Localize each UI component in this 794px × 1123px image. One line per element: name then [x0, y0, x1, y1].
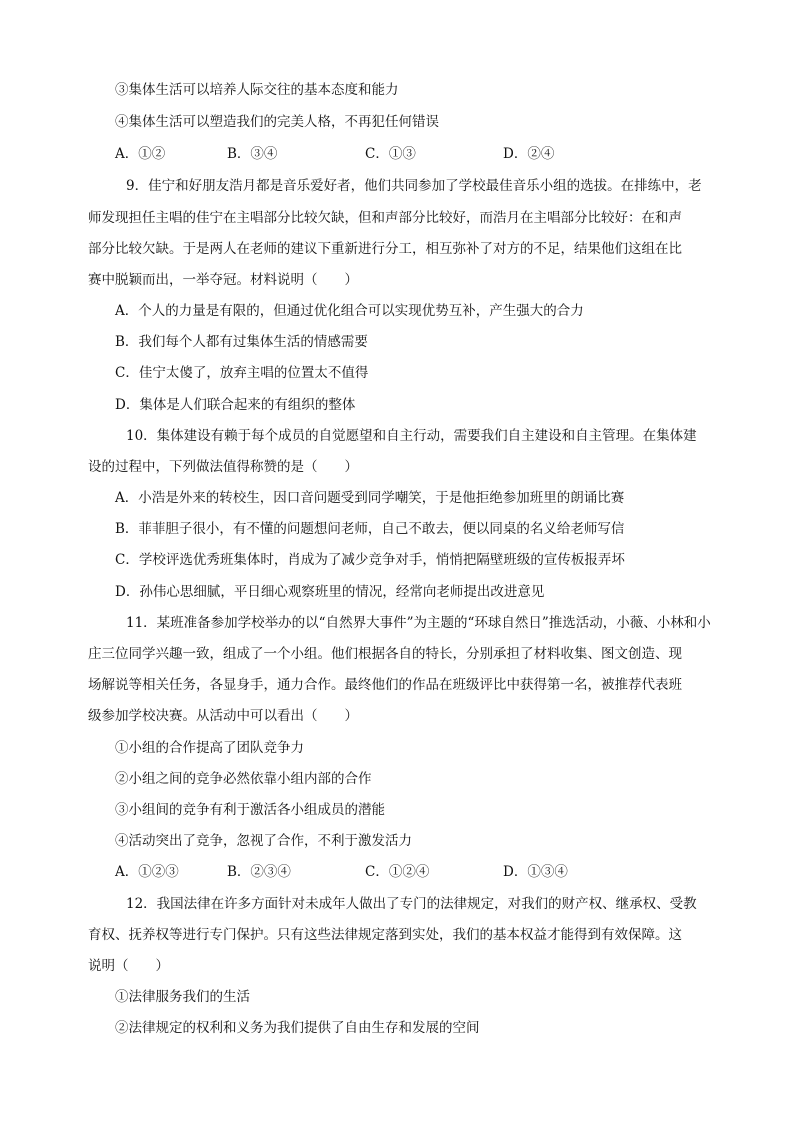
q11-stem-line: 级参加学校决赛。从活动中可以看出（ ）	[88, 708, 358, 724]
q11-item-2: ②小组之间的竞争必然依靠小组内部的合作	[115, 771, 372, 787]
q9-stem-line: 师发现担任主唱的佳宁在主唱部分比较欠缺，但和声部分比较好，而浩月在主唱部分比较好：在和声	[88, 210, 682, 226]
q12-item-2: ②法律规定的权利和义务为我们提供了自由生存和发展的空间	[115, 1020, 480, 1036]
q10-option-b: B．菲菲胆子很小，有不懂的问题想问老师，自己不敢去，便以同桌的名义给老师写信	[115, 521, 625, 537]
q10-option-a: A．小浩是外来的转校生，因口音问题受到同学嘲笑，于是他拒绝参加班里的朗诵比赛	[115, 490, 625, 506]
option-d: D．②④	[503, 146, 555, 162]
option-d: D．①③④	[503, 864, 568, 880]
option-c: C．①②④	[365, 864, 430, 880]
q11-options	[115, 863, 735, 881]
option-a: A．①②	[115, 146, 166, 162]
q9-option-a: A．个人的力量是有限的，但通过优化组合可以实现优势互补，产生强大的合力	[115, 303, 584, 319]
q11-item-4: ④活动突出了竞争，忽视了合作，不利于激发活力	[115, 833, 412, 849]
q10-option-d: D．孙伟心思细腻，平日细心观察班里的情况，经常向老师提出改进意见	[115, 584, 545, 600]
q12-stem-line: 12．我国法律在许多方面针对未成年人做出了专门的法律规定，对我们的财产权、继承权、受教	[126, 896, 697, 912]
q9-option-c: C．佳宁太傻了，放弃主唱的位置太不值得	[115, 365, 369, 381]
option-b: B．②③④	[227, 864, 291, 880]
q12-stem-line: 育权、抚养权等进行专门保护。只有这些法律规定落到实处，我们的基本权益才能得到有效保障。这	[88, 927, 682, 943]
q9-option-d: D．集体是人们联合起来的有组织的整体	[115, 397, 356, 413]
q11-stem-line: 庄三位同学兴趣一致，组成了一个小组。他们根据各自的特长，分别承担了材料收集、图文创造、现	[88, 646, 682, 662]
q9-stem-line: 9．佳宁和好朋友浩月都是音乐爱好者，他们共同参加了学校最佳音乐小组的选拔。在排练中，老	[126, 178, 702, 194]
q12-item-1: ①法律服务我们的生活	[115, 989, 250, 1005]
q8-item-3: ③集体生活可以培养人际交往的基本态度和能力	[115, 82, 399, 98]
option-a: A．①②③	[115, 864, 179, 880]
q11-item-3: ③小组间的竞争有利于激活各小组成员的潜能	[115, 802, 385, 818]
option-c: C．①③	[365, 146, 416, 162]
q11-stem-line: 11．某班准备参加学校举办的以“自然界大事件”为主题的“环球自然日”推选活动，小薇、小林和小	[126, 615, 711, 631]
q9-stem-line: 赛中脱颖而出，一举夺冠。材料说明（ ）	[88, 272, 358, 288]
q9-stem-line: 部分比较欠缺。于是两人在老师的建议下重新进行分工，相互弥补了对方的不足，结果他们这组在比	[88, 241, 682, 257]
q11-stem-line: 场解说等相关任务，各显身手，通力合作。最终他们的作品在班级评比中获得第一名，被推荐代表班	[88, 677, 682, 693]
q9-option-b: B．我们每个人都有过集体生活的情感需要	[115, 334, 368, 350]
q12-stem-line: 说明（ ）	[88, 958, 169, 974]
q10-stem-line: 设的过程中，下列做法值得称赞的是（ ）	[88, 459, 358, 475]
q8-item-4: ④集体生活可以塑造我们的完美人格，不再犯任何错误	[115, 114, 439, 130]
option-b: B．③④	[227, 146, 278, 162]
q11-item-1: ①小组的合作提高了团队竞争力	[115, 740, 304, 756]
q10-stem-line: 10．集体建设有赖于每个成员的自觉愿望和自主行动，需要我们自主建设和自主管理。在集体建	[126, 428, 697, 444]
q10-option-c: C．学校评选优秀班集体时，肖成为了减少竞争对手，悄悄把隔壁班级的宣传板报弄坏	[115, 552, 625, 568]
q8-options	[115, 145, 735, 163]
